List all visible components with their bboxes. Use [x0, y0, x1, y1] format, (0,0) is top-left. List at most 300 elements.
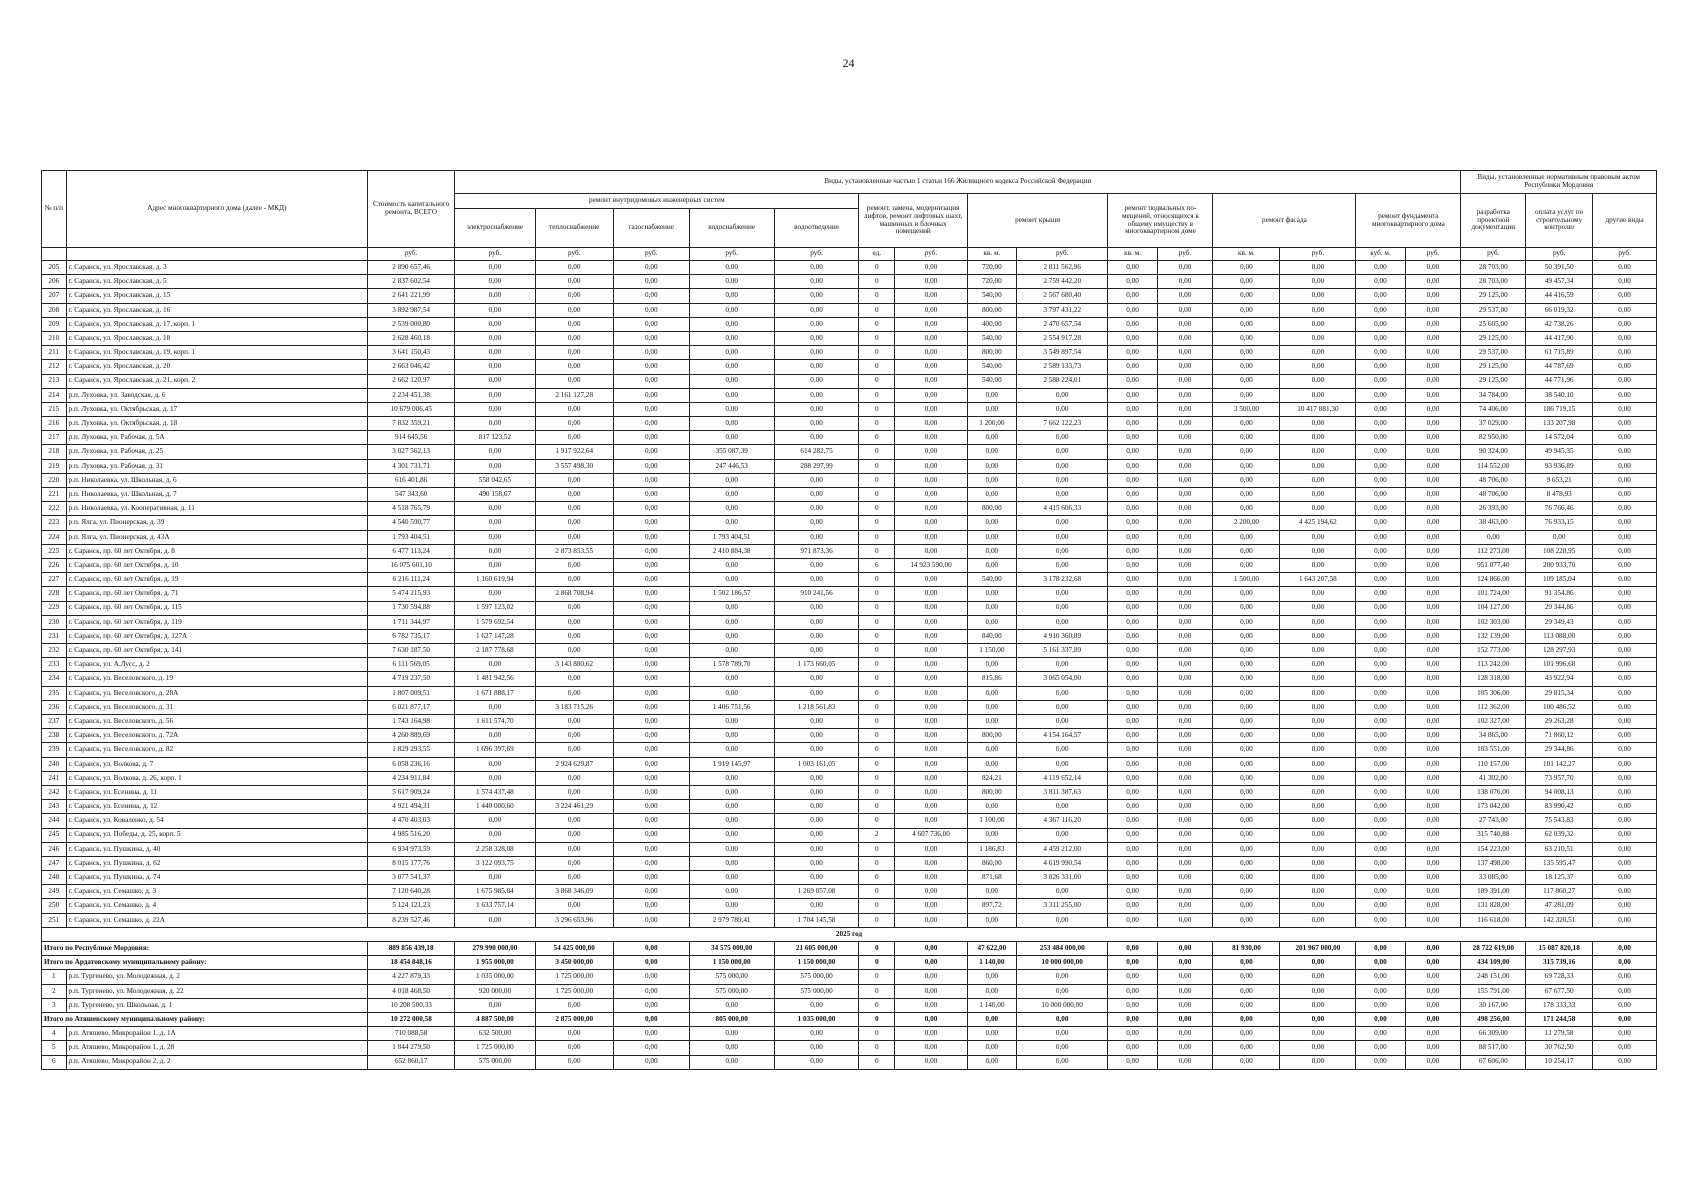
row-value: 4 470 403,03	[368, 814, 455, 828]
row-value: 0,00	[689, 317, 774, 331]
row-value: 7 662 122,23	[1016, 417, 1108, 431]
table-row	[42, 998, 1657, 1012]
unit-cell: кв. м.	[967, 248, 1016, 261]
row-value: 101 142,27	[1526, 757, 1593, 771]
row-number: 215	[42, 402, 67, 416]
row-value: 0,00	[1356, 700, 1405, 714]
row-value: 0,00	[689, 1055, 774, 1069]
row-value: 0,00	[895, 1055, 968, 1069]
row-number: 230	[42, 615, 67, 629]
row-value: 0,00	[774, 800, 859, 814]
row-value: 0,00	[1356, 743, 1405, 757]
row-value: 0,00	[1405, 445, 1461, 459]
row-value: 0,00	[613, 785, 689, 799]
row-address: р.п. Ялга, ул. Пионерская, д. 43А	[66, 530, 368, 544]
row-value: 0,00	[535, 346, 613, 360]
row-value: 0,00	[1157, 1041, 1213, 1055]
row-value: 37 029,00	[1461, 417, 1526, 431]
row-value: 0,00	[1356, 346, 1405, 360]
row-value: 0,00	[1405, 856, 1461, 870]
row-value: 0,00	[1213, 431, 1280, 445]
row-value: 0,00	[1157, 431, 1213, 445]
row-value: 3 811 387,63	[1016, 785, 1108, 799]
row-number: 229	[42, 601, 67, 615]
row-value: 0,00	[1405, 743, 1461, 757]
header-roof: ремонт крыши	[967, 194, 1108, 248]
row-address: р.п. Луховка, ул. Октябрьская, д. 18	[66, 417, 368, 431]
row-value: 0,00	[1593, 672, 1657, 686]
row-number: 225	[42, 544, 67, 558]
row-value: 0,00	[967, 658, 1016, 672]
row-value: 0,00	[1213, 388, 1280, 402]
row-address: р.п. Луховка, ул. Заводская, д. 6	[66, 388, 368, 402]
row-value: 0,00	[455, 275, 535, 289]
row-address: р.п. Атяшево, Микрорайон 2, д. 2	[66, 1055, 368, 1069]
total-row-ardatov	[42, 956, 1657, 970]
row-value: 0	[859, 317, 895, 331]
table-row	[42, 346, 1657, 360]
row-value: 6 934 973,59	[368, 842, 455, 856]
row-value: 0,00	[1405, 431, 1461, 445]
year-section-row	[42, 927, 1657, 941]
total-value: 0,00	[1213, 956, 1280, 970]
row-value: 0,00	[613, 459, 689, 473]
row-value: 0,00	[1157, 757, 1213, 771]
row-value: 0,00	[895, 899, 968, 913]
row-value: 0,00	[455, 998, 535, 1012]
row-value: 186 719,15	[1526, 402, 1593, 416]
row-address: г. Саранск, ул. Ярославская, д. 21, корп. 2	[66, 374, 368, 388]
row-value: 0,00	[895, 757, 968, 771]
row-value: 1 100,00	[967, 814, 1016, 828]
row-value: 4 607 736,00	[895, 828, 968, 842]
unit-cell: руб.	[895, 248, 968, 261]
header-address: Адрес многоквартирного дома (далее - МКД)	[66, 171, 368, 248]
row-address: г. Саранск, ул. Ярославская, д. 5	[66, 275, 368, 289]
row-address: р.п. Луховка, ул. Рабочая, д. 5А	[66, 431, 368, 445]
row-value: 0,00	[1593, 871, 1657, 885]
row-number: 217	[42, 431, 67, 445]
table-row	[42, 800, 1657, 814]
row-value: 0,00	[1213, 1041, 1280, 1055]
total-value: 0,00	[1356, 1012, 1405, 1026]
row-value: 128 318,00	[1461, 672, 1526, 686]
row-value: 178 333,33	[1526, 998, 1593, 1012]
row-value: 0,00	[1213, 289, 1280, 303]
row-value: 0,00	[1356, 1055, 1405, 1069]
row-value: 0,00	[1280, 558, 1356, 572]
row-value: 2 759 442,20	[1016, 275, 1108, 289]
row-value: 4 018 468,50	[368, 984, 455, 998]
row-value: 0,00	[1280, 715, 1356, 729]
row-value: 0,00	[1016, 743, 1108, 757]
row-value: 0,00	[535, 331, 613, 345]
row-value: 0,00	[689, 275, 774, 289]
row-value: 0,00	[1593, 743, 1657, 757]
row-value: 0,00	[689, 601, 774, 615]
row-value: 1 711 344,97	[368, 615, 455, 629]
row-value: 0,00	[895, 970, 968, 984]
row-value: 0,00	[1593, 800, 1657, 814]
row-value: 0,00	[1213, 715, 1280, 729]
row-value: 2 200,00	[1213, 516, 1280, 530]
row-value: 0	[859, 374, 895, 388]
row-value: 0,00	[535, 417, 613, 431]
row-value: 840,00	[967, 629, 1016, 643]
row-value: 0,00	[1108, 1055, 1157, 1069]
header-engineering-group: ремонт внутридомовых инженерных систем	[455, 194, 859, 209]
row-value: 0,00	[1280, 800, 1356, 814]
row-value: 355 087,39	[689, 445, 774, 459]
row-value: 5 474 215,93	[368, 587, 455, 601]
row-value: 0,00	[895, 715, 968, 729]
row-value: 1 725 000,00	[455, 1041, 535, 1055]
row-value: 0,00	[1213, 842, 1280, 856]
row-value: 0	[859, 289, 895, 303]
row-value: 0,00	[689, 828, 774, 842]
year-label: 2025 год	[42, 927, 1657, 941]
row-value: 0,00	[1356, 601, 1405, 615]
row-value: 0,00	[1016, 388, 1108, 402]
row-value: 0,00	[1593, 516, 1657, 530]
row-value: 247 446,53	[689, 459, 774, 473]
row-number: 3	[42, 998, 67, 1012]
row-value: 0,00	[967, 544, 1016, 558]
row-value: 4 367 116,20	[1016, 814, 1108, 828]
row-value: 6 058 236,16	[368, 757, 455, 771]
row-value: 0,00	[967, 516, 1016, 530]
row-value: 0,00	[895, 984, 968, 998]
row-value: 0,00	[689, 573, 774, 587]
total-value: 0,00	[1157, 956, 1213, 970]
row-value: 0,00	[1593, 601, 1657, 615]
row-value: 0,00	[535, 899, 613, 913]
total-value: 0,00	[1213, 1012, 1280, 1026]
total-value: 34 575 000,00	[689, 942, 774, 956]
row-value: 0,00	[1108, 573, 1157, 587]
row-value: 0,00	[689, 871, 774, 885]
row-value: 0,00	[613, 388, 689, 402]
row-address: г. Саранск, пр. 60 лет Октября, д. 10	[66, 558, 368, 572]
row-value: 0,00	[1108, 757, 1157, 771]
row-value: 0,00	[613, 743, 689, 757]
row-value: 0,00	[689, 743, 774, 757]
row-value: 4 921 494,31	[368, 800, 455, 814]
row-value: 0	[859, 473, 895, 487]
row-value: 1 579 692,54	[455, 615, 535, 629]
row-number: 249	[42, 885, 67, 899]
row-value: 2 567 680,40	[1016, 289, 1108, 303]
row-address: р.п. Николаевка, ул. Школьная, д. 7	[66, 488, 368, 502]
total-label: Итого по Ардатовскому муниципальному району:	[42, 956, 368, 970]
row-value: 2 628 460,18	[368, 331, 455, 345]
row-value: 897,72	[967, 899, 1016, 913]
row-value: 0,00	[455, 502, 535, 516]
total-value: 28 722 619,00	[1461, 942, 1526, 956]
row-value: 0,00	[774, 629, 859, 643]
total-value: 0,00	[1157, 942, 1213, 956]
row-value: 0,00	[1356, 1027, 1405, 1041]
row-value: 0,00	[1157, 331, 1213, 345]
row-value: 25 605,00	[1461, 317, 1526, 331]
row-value: 0,00	[895, 544, 968, 558]
row-value: 0,00	[535, 729, 613, 743]
row-value: 0,00	[1108, 516, 1157, 530]
row-value: 0	[859, 601, 895, 615]
row-value: 1 919 145,97	[689, 757, 774, 771]
row-value: 0,00	[535, 871, 613, 885]
row-value: 0,00	[1157, 488, 1213, 502]
row-number: 210	[42, 331, 67, 345]
row-value: 0,00	[1356, 629, 1405, 643]
row-value: 43 922,94	[1526, 672, 1593, 686]
row-value: 0	[859, 261, 895, 275]
row-value: 0,00	[1157, 899, 1213, 913]
row-value: 0,00	[1108, 1027, 1157, 1041]
row-value: 66 019,32	[1526, 303, 1593, 317]
row-number: 235	[42, 686, 67, 700]
row-value: 0,00	[895, 431, 968, 445]
row-value: 0,00	[1356, 402, 1405, 416]
row-value: 0,00	[1280, 828, 1356, 842]
table-row	[42, 729, 1657, 743]
header-design: разработка проектной документации	[1461, 194, 1526, 248]
row-value: 0,00	[895, 459, 968, 473]
row-value: 105 306,00	[1461, 686, 1526, 700]
row-value: 0,00	[1405, 601, 1461, 615]
row-value: 0	[859, 700, 895, 714]
row-value: 0,00	[1213, 317, 1280, 331]
row-value: 0,00	[689, 431, 774, 445]
row-value: 0,00	[1213, 530, 1280, 544]
row-value: 0,00	[1108, 417, 1157, 431]
row-value: 0,00	[455, 558, 535, 572]
row-value: 0,00	[1016, 1055, 1108, 1069]
total-label: Итого по Республике Мордовия:	[42, 942, 368, 956]
row-value: 0,00	[1405, 700, 1461, 714]
row-value: 132 139,00	[1461, 629, 1526, 643]
row-value: 0	[859, 672, 895, 686]
row-value: 0,00	[1157, 715, 1213, 729]
row-number: 4	[42, 1027, 67, 1041]
total-value: 0,00	[1157, 1012, 1213, 1026]
row-value: 6 216 111,24	[368, 573, 455, 587]
row-number: 242	[42, 785, 67, 799]
total-value: 0,00	[895, 1012, 968, 1026]
row-value: 0,00	[1108, 785, 1157, 799]
row-value: 0	[859, 402, 895, 416]
row-value: 0,00	[1280, 488, 1356, 502]
row-value: 1 578 789,70	[689, 658, 774, 672]
row-value: 0,00	[1157, 289, 1213, 303]
row-value: 0,00	[1280, 984, 1356, 998]
row-value: 0,00	[535, 317, 613, 331]
row-value: 2 890 657,46	[368, 261, 455, 275]
row-value: 0,00	[967, 885, 1016, 899]
row-value: 0,00	[689, 331, 774, 345]
row-value: 0,00	[967, 402, 1016, 416]
row-value: 93 936,89	[1526, 459, 1593, 473]
row-value: 0,00	[1108, 1041, 1157, 1055]
row-value: 0,00	[1157, 814, 1213, 828]
row-value: 0,00	[1157, 913, 1213, 927]
row-value: 1 502 186,57	[689, 587, 774, 601]
row-value: 0,00	[535, 573, 613, 587]
row-value: 0,00	[1157, 658, 1213, 672]
row-value: 540,00	[967, 360, 1016, 374]
row-value: 0,00	[1356, 984, 1405, 998]
row-value: 0,00	[895, 800, 968, 814]
row-value: 0,00	[689, 729, 774, 743]
unit-cell: руб.	[1405, 248, 1461, 261]
row-value: 0,00	[1280, 615, 1356, 629]
row-value: 0	[859, 899, 895, 913]
row-value: 42 738,26	[1526, 317, 1593, 331]
header-federal-group: Виды, установленные частью 1 статьи 166 Жилищного кодекса Российской Федерации	[455, 171, 1461, 194]
row-value: 0,00	[1213, 473, 1280, 487]
row-value: 102 303,00	[1461, 615, 1526, 629]
row-value: 720,00	[967, 275, 1016, 289]
total-row-mordovia	[42, 942, 1657, 956]
table-row	[42, 317, 1657, 331]
row-value: 27 743,00	[1461, 814, 1526, 828]
row-value: 0,00	[1356, 800, 1405, 814]
row-number: 5	[42, 1041, 67, 1055]
row-value: 30 762,50	[1526, 1041, 1593, 1055]
row-number: 239	[42, 743, 67, 757]
row-address: р.п. Николаевка, ул. Кооперативная, д. 11	[66, 502, 368, 516]
row-value: 0,00	[1593, 757, 1657, 771]
row-value: 0,00	[1280, 459, 1356, 473]
row-value: 0,00	[455, 360, 535, 374]
row-value: 0,00	[895, 261, 968, 275]
row-value: 0,00	[1405, 672, 1461, 686]
unit-cell: кв. м.	[1213, 248, 1280, 261]
row-value: 0,00	[1593, 644, 1657, 658]
total-value: 10 000 000,00	[1016, 956, 1108, 970]
row-value: 0,00	[1405, 658, 1461, 672]
row-value: 0,00	[613, 629, 689, 643]
row-value: 3 868 346,09	[535, 885, 613, 899]
total-value: 315 739,16	[1526, 956, 1593, 970]
row-value: 0,00	[535, 785, 613, 799]
row-value: 0,00	[1108, 871, 1157, 885]
row-value: 91 354,86	[1526, 587, 1593, 601]
row-value: 109 185,04	[1526, 573, 1593, 587]
row-value: 0,00	[895, 1027, 968, 1041]
row-value: 490 158,67	[455, 488, 535, 502]
row-value: 3 549 897,54	[1016, 346, 1108, 360]
row-value: 0,00	[689, 289, 774, 303]
row-value: 0,00	[613, 644, 689, 658]
unit-cell: руб.	[1526, 248, 1593, 261]
row-value: 1 500,00	[1213, 573, 1280, 587]
table-row	[42, 885, 1657, 899]
row-value: 0,00	[1016, 885, 1108, 899]
row-value: 0,00	[1405, 1027, 1461, 1041]
row-value: 0,00	[895, 303, 968, 317]
row-value: 0,00	[1593, 856, 1657, 870]
row-address: р.п. Николаевка, ул. Школьная, д. 6	[66, 473, 368, 487]
row-value: 44 787,69	[1526, 360, 1593, 374]
row-value: 1 440 000,60	[455, 800, 535, 814]
row-value: 5 161 337,89	[1016, 644, 1108, 658]
row-value: 0,00	[967, 587, 1016, 601]
total-value: 3 450 000,00	[535, 956, 613, 970]
row-value: 3 311 255,00	[1016, 899, 1108, 913]
row-address: г. Саранск, пр. 60 лет Октября, д. 71	[66, 587, 368, 601]
row-value: 800,00	[967, 785, 1016, 799]
row-value: 38 540,10	[1526, 388, 1593, 402]
row-value: 0,00	[613, 984, 689, 998]
row-value: 0,00	[1157, 998, 1213, 1012]
row-value: 0,00	[689, 686, 774, 700]
row-value: 0,00	[1016, 700, 1108, 714]
row-number: 206	[42, 275, 67, 289]
row-value: 0,00	[613, 289, 689, 303]
table-row	[42, 856, 1657, 870]
row-value: 0,00	[613, 842, 689, 856]
row-value: 0,00	[1280, 388, 1356, 402]
row-value: 11 279,58	[1526, 1027, 1593, 1041]
row-value: 0,00	[1280, 743, 1356, 757]
row-value: 0,00	[535, 473, 613, 487]
row-value: 49 457,34	[1526, 275, 1593, 289]
row-value: 2 187 778,68	[455, 644, 535, 658]
row-value: 0,00	[774, 275, 859, 289]
row-value: 824,21	[967, 771, 1016, 785]
row-value: 0	[859, 629, 895, 643]
row-value: 0,00	[1356, 587, 1405, 601]
row-value: 3 797 431,22	[1016, 303, 1108, 317]
row-value: 3 178 232,68	[1016, 573, 1108, 587]
row-value: 2 589 133,73	[1016, 360, 1108, 374]
row-value: 0,00	[1016, 431, 1108, 445]
row-value: 0,00	[1405, 913, 1461, 927]
row-value: 0,00	[1108, 289, 1157, 303]
row-value: 0,00	[455, 261, 535, 275]
row-value: 44 416,59	[1526, 289, 1593, 303]
row-value: 0,00	[1108, 998, 1157, 1012]
row-value: 0,00	[535, 856, 613, 870]
row-value: 0,00	[535, 814, 613, 828]
row-value: 0,00	[613, 346, 689, 360]
row-value: 0,00	[613, 615, 689, 629]
row-value: 3 224 461,29	[535, 800, 613, 814]
row-value: 117 860,27	[1526, 885, 1593, 899]
header-cost: Стоимость капитального ремонта, ВСЕГО	[368, 171, 455, 248]
row-address: г. Саранск, пр. 60 лет Октября, д. 8	[66, 544, 368, 558]
row-value: 0,00	[1356, 544, 1405, 558]
unit-cell: ед.	[859, 248, 895, 261]
row-value: 0,00	[895, 402, 968, 416]
row-value: 800,00	[967, 502, 1016, 516]
row-value: 0,00	[1157, 700, 1213, 714]
total-value: 498 256,00	[1461, 1012, 1526, 1026]
total-value: 171 244,58	[1526, 1012, 1593, 1026]
row-value: 1 611 574,70	[455, 715, 535, 729]
row-value: 0,00	[1356, 672, 1405, 686]
row-value: 0,00	[1213, 629, 1280, 643]
row-value: 0,00	[1280, 601, 1356, 615]
row-value: 124 866,00	[1461, 573, 1526, 587]
row-value: 0,00	[1280, 303, 1356, 317]
row-value: 0,00	[895, 771, 968, 785]
row-value: 0,00	[535, 374, 613, 388]
row-value: 0,00	[689, 785, 774, 799]
row-value: 34 784,00	[1461, 388, 1526, 402]
unit-cell: руб.	[613, 248, 689, 261]
